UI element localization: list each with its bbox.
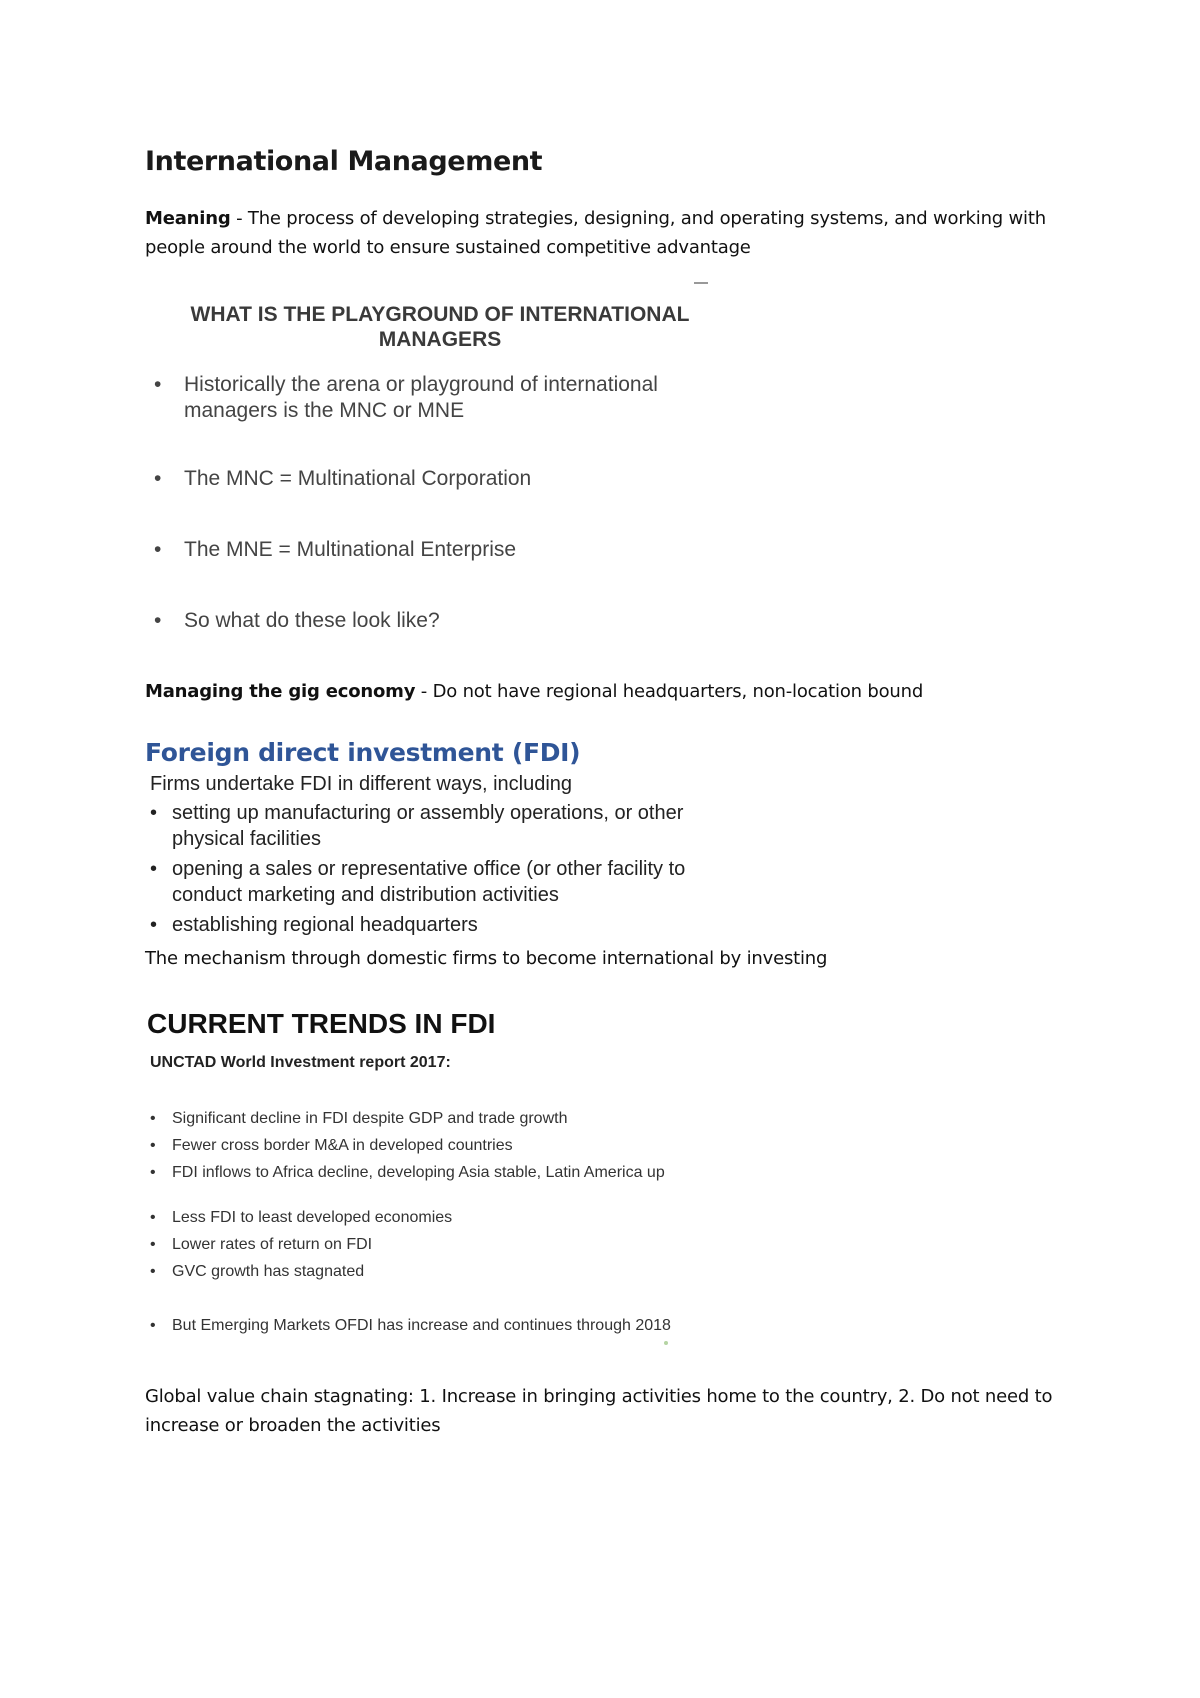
- trends-bullets: [150, 1236, 692, 1254]
- trends-bullet: • Significant decline in FDI despite GDP and trade growth: [150, 1110, 692, 1128]
- decorative-dot: [664, 1341, 668, 1345]
- fdi-bullets: [150, 912, 732, 938]
- trends-bullet: • Less FDI to least developed economies: [150, 1209, 692, 1227]
- playground-bullets: [150, 372, 744, 424]
- trends-bullets: [150, 1164, 692, 1182]
- trends-bullet: • FDI inflows to Africa decline, developing Asia stable, Latin America up: [150, 1164, 692, 1182]
- trends-bullets: [150, 1317, 692, 1335]
- trends-bullet: • GVC growth has stagnated: [150, 1263, 692, 1281]
- fdi-mechanism: The mechanism through domestic firms to become international by investing: [145, 948, 828, 969]
- meaning-label: Meaning: [145, 208, 231, 229]
- playground-slide-title: WHAT IS THE PLAYGROUND OF INTERNATIONAL MANAGERS: [190, 303, 690, 351]
- fdi-bullet: • establishing regional headquarters: [150, 912, 732, 938]
- trends-subheading: UNCTAD World Investment report 2017:: [150, 1054, 451, 1071]
- gvc-paragraph: Global value chain stagnating: 1. Increase in bringing activities home to the country, 2. Do not need to increase or broaden the activities: [145, 1386, 1053, 1436]
- fdi-bullet: • setting up manufacturing or assembly operations, or other physical facilities: [150, 800, 732, 852]
- playground-bullets: [150, 537, 744, 563]
- trends-heading: CURRENT TRENDS IN FDI: [147, 1008, 496, 1039]
- gig-text: - Do not have regional headquarters, non-location bound: [415, 681, 924, 702]
- trends-bullets: [150, 1263, 692, 1281]
- meaning-paragraph: [145, 204, 1075, 262]
- trends-bullets: [150, 1110, 692, 1128]
- gig-paragraph: [145, 677, 1075, 706]
- gig-label: Managing the gig economy: [145, 681, 416, 702]
- trends-bullet: • But Emerging Markets OFDI has increase and continues through 2018: [150, 1317, 692, 1335]
- playground-bullet: • The MNC = Multinational Corporation: [150, 466, 744, 492]
- trends-bullets: [150, 1209, 692, 1227]
- fdi-bullets: [150, 856, 732, 908]
- fdi-intro: Firms undertake FDI in different ways, including: [150, 773, 573, 795]
- playground-bullet: • The MNE = Multinational Enterprise: [150, 537, 744, 563]
- trends-bullet: • Fewer cross border M&A in developed countries: [150, 1137, 692, 1155]
- playground-bullets: [150, 608, 744, 634]
- playground-bullet: • Historically the arena or playground of international managers is the MNC or MNE: [150, 372, 744, 424]
- playground-bullet: • So what do these look like?: [150, 608, 744, 634]
- document-title: International Management: [145, 146, 543, 177]
- slide-dash-mark: [694, 282, 708, 284]
- fdi-heading: Foreign direct investment (FDI): [145, 738, 581, 767]
- fdi-bullet: • opening a sales or representative office (or other facility to conduct marketing and distribution activities: [150, 856, 732, 908]
- meaning-text: - The process of developing strategies, designing, and operating systems, and working with people around the world to ensure sustained competitive advantage: [145, 208, 1046, 258]
- trends-bullet: • Lower rates of return on FDI: [150, 1236, 692, 1254]
- fdi-bullets: [150, 800, 732, 852]
- playground-bullets: [150, 466, 744, 492]
- trends-bullets: [150, 1137, 692, 1155]
